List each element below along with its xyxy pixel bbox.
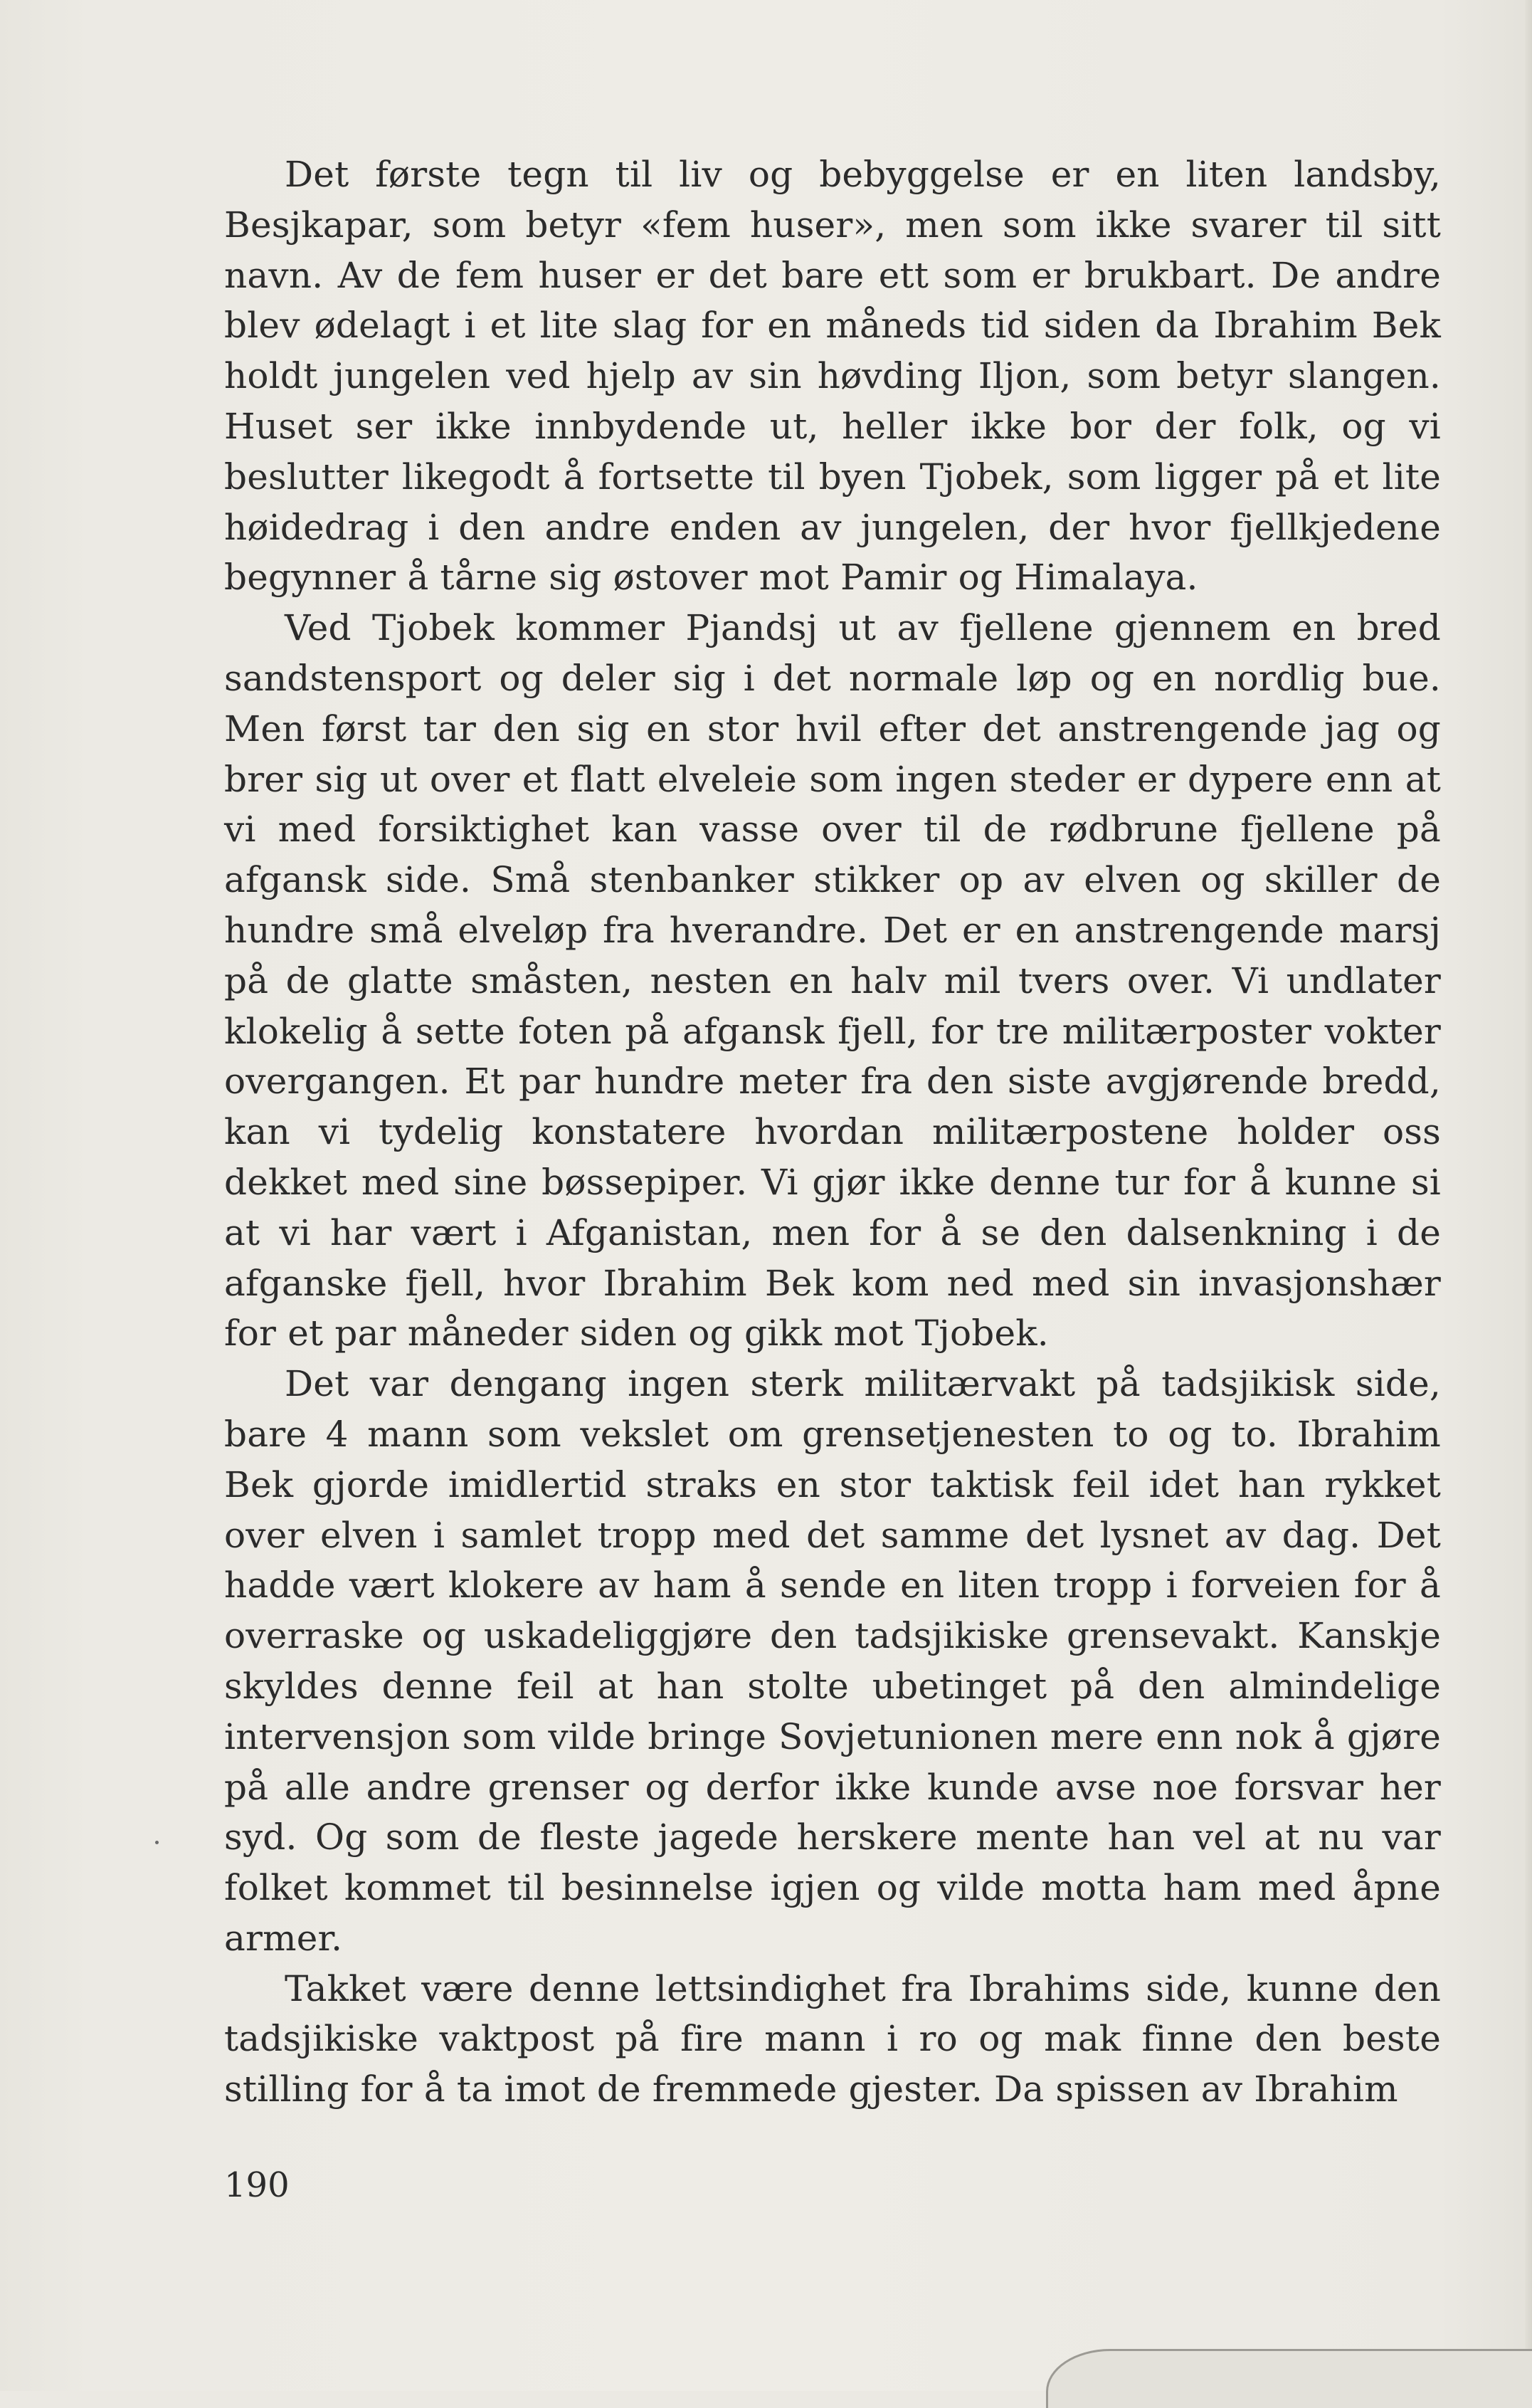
page-corner-curl <box>1046 2349 1532 2408</box>
body-text <box>224 149 1441 2115</box>
page-number: 190 <box>224 2165 290 2205</box>
paragraph-2: Ved Tjobek kommer Pjandsj ut av fjellene gjennem en bred sandstensport og deler sig i det normale løp og en nordlig bue. Men først tar den sig en stor hvil efter det anstrengende jag og brer sig ut over et flatt elveleie som ingen steder er dypere enn at vi med forsiktighet kan vasse over til de rødbrune fjellene på afgansk side. Små stenbanker stikker op av elven og skiller de hundre små elveløp fra hverandre. Det er en anstrengende marsj på de glatte småsten, nesten en halv mil tvers over. Vi undlater klokelig å sette foten på afgansk fjell, for tre militærposter vokter overgangen. Et par hundre meter fra den siste avgjørende bredd, kan vi tydelig konstatere hvordan militærpostene holder oss dekket med sine bøssepiper. Vi gjør ikke denne tur for å kunne si at vi har vært i Afganistan, men for å se den dalsenkning i de afganske fjell, hvor Ibrahim Bek kom ned med sin invasjonshær for et par måneder siden og gikk mot Tjobek. <box>224 607 1441 1355</box>
page-edge <box>1525 0 1532 2391</box>
ink-speck <box>155 1841 159 1844</box>
paragraph-3: Det var dengang ingen sterk militærvakt på tadsjikisk side, bare 4 mann som vekslet om grensetjenesten to og to. Ibrahim Bek gjorde imidlertid straks en stor taktisk feil idet han rykket over elven i samlet tropp med det samme det lysnet av dag. Det hadde vært klokere av ham å sende en liten tropp i forveien for å overraske og uskadeliggjøre den tadsjikiske grensevakt. Kanskje skyldes denne feil at han stolte ubetinget på den almindelige intervensjon som vilde bringe Sovjetunionen mere enn nok å gjøre på alle andre grenser og derfor ikke kunde avse noe forsvar her syd. Og som de fleste jagede herskere mente han vel at nu var folket kommet til besinnelse igjen og vilde motta ham med åpne armer. <box>224 1363 1441 1959</box>
paragraph-1: Det første tegn til liv og bebyggelse er en liten landsby, Besjkapar, som betyr «fem huser», men som ikke svarer til sitt navn. Av de fem huser er det bare ett som er brukbart. De andre blev ødelagt i et lite slag for en måneds tid siden da Ibrahim Bek holdt jungelen ved hjelp av sin høvding Iljon, som betyr slangen. Huset ser ikke innbydende ut, heller ikke bor der folk, og vi beslutter likegodt å fortsette til byen Tjobek, som ligger på et lite høidedrag i den andre enden av jungelen, der hvor fjellkjedene begynner å tårne sig østover mot Pamir og Himalaya. <box>224 154 1441 599</box>
paragraph-4: Takket være denne lettsindighet fra Ibrahims side, kunne den tadsjikiske vaktpost på fire mann i ro og mak finne den beste stilling for å ta imot de fremmede gjester. Da spissen av Ibrahim <box>224 1967 1441 2110</box>
